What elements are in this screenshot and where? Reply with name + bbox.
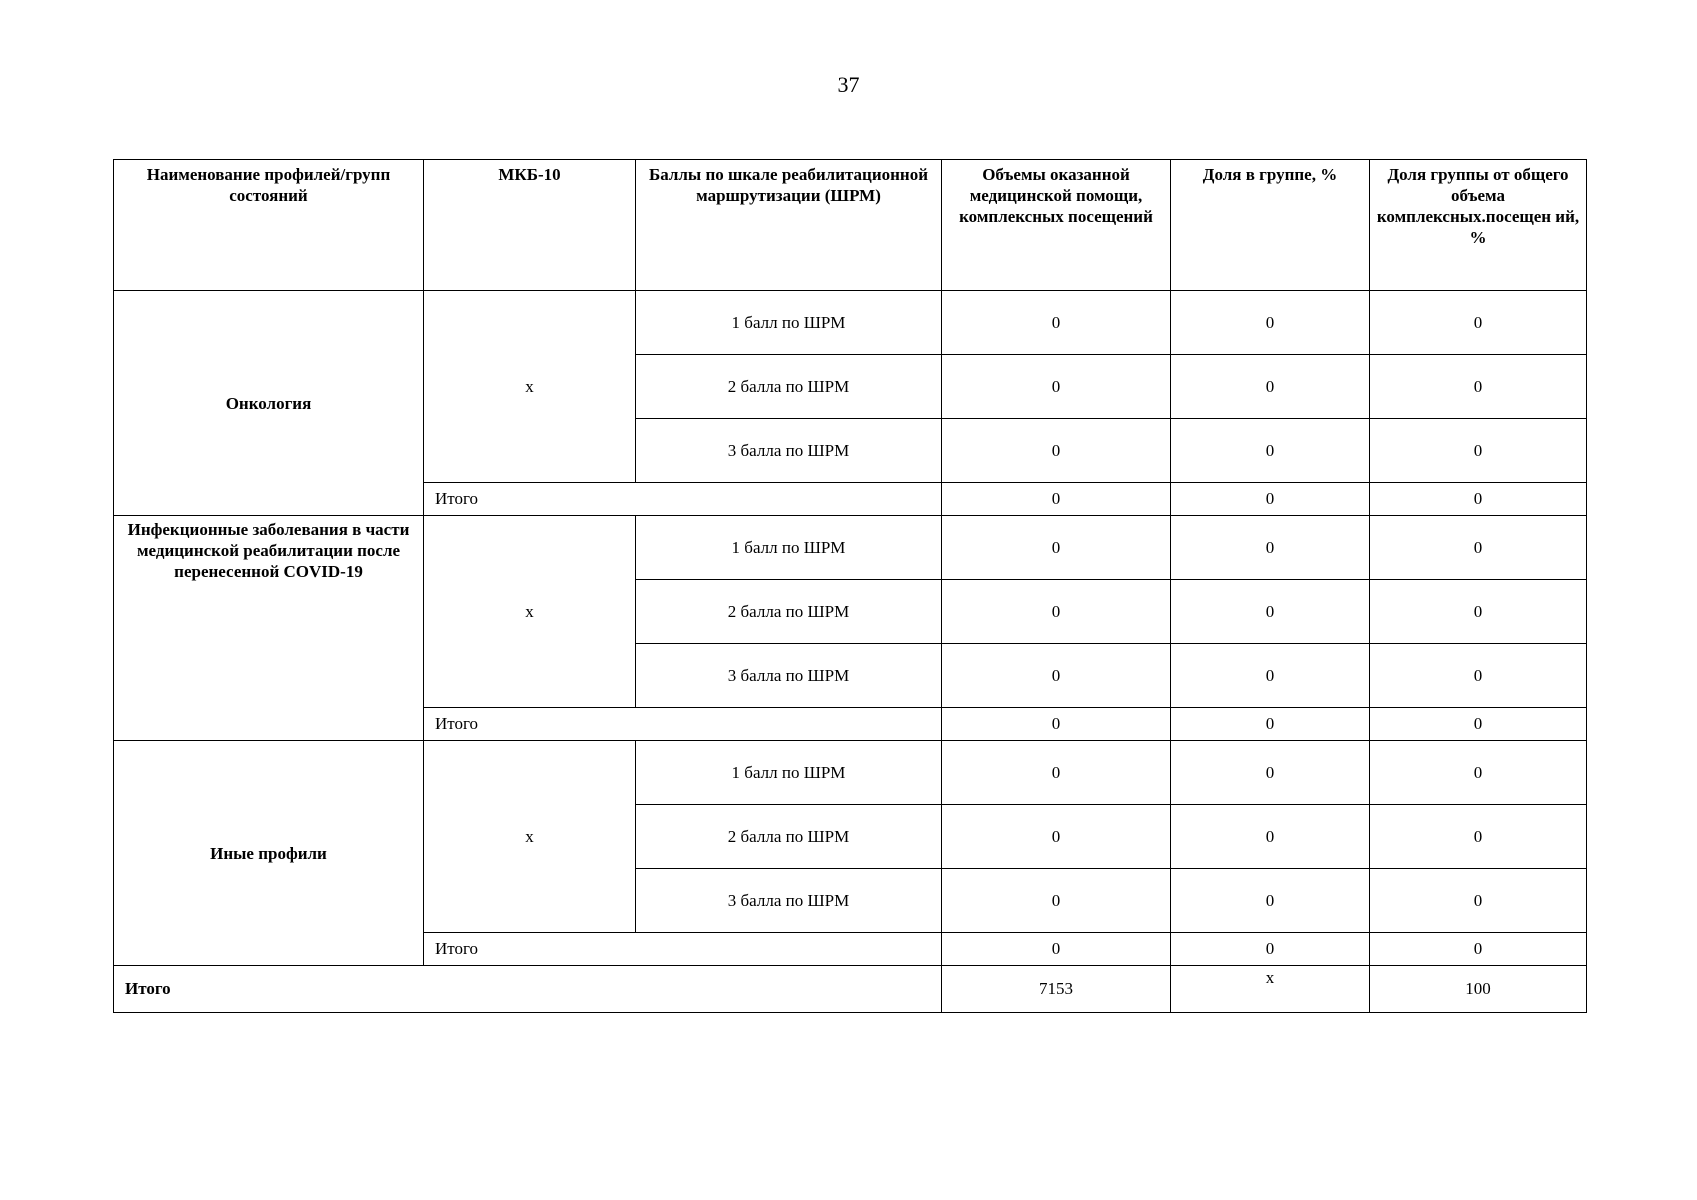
subtotal-label: Итого xyxy=(424,933,942,966)
group-share-cell: 0 xyxy=(1370,805,1587,869)
column-header-mkb: МКБ-10 xyxy=(424,160,636,291)
grand-total-volume: 7153 xyxy=(942,966,1171,1013)
score-cell: 3 балла по ШРМ xyxy=(636,419,942,483)
table-row xyxy=(114,516,1587,580)
volume-cell: 0 xyxy=(942,291,1171,355)
score-cell: 2 балла по ШРМ xyxy=(636,805,942,869)
column-header-score: Баллы по шкале реабилитационной маршрутизации (ШРМ) xyxy=(636,160,942,291)
score-cell: 3 балла по ШРМ xyxy=(636,869,942,933)
group-share-cell: 0 xyxy=(1370,355,1587,419)
group-share-cell: 0 xyxy=(1370,933,1587,966)
volume-cell: 0 xyxy=(942,708,1171,741)
mkb-cell: x xyxy=(424,291,636,483)
share-cell: 0 xyxy=(1171,580,1370,644)
volume-cell: 0 xyxy=(942,933,1171,966)
column-header-volume: Объемы оказанной медицинской помощи, комплексных посещений xyxy=(942,160,1171,291)
table-row xyxy=(114,291,1587,355)
group-share-cell: 0 xyxy=(1370,741,1587,805)
score-cell: 1 балл по ШРМ xyxy=(636,516,942,580)
grand-total-row xyxy=(114,966,1587,1013)
group-share-cell: 0 xyxy=(1370,869,1587,933)
share-cell: 0 xyxy=(1171,708,1370,741)
group-share-cell: 0 xyxy=(1370,419,1587,483)
group-share-cell: 0 xyxy=(1370,516,1587,580)
profile-name-cell: Инфекционные заболевания в части медицинской реабилитации после перенесенной COVID-19 xyxy=(114,516,424,741)
grand-total-group-share: 100 xyxy=(1370,966,1587,1013)
share-cell: 0 xyxy=(1171,516,1370,580)
grand-total-share: x xyxy=(1171,966,1370,1013)
profile-name-cell: Иные профили xyxy=(114,741,424,966)
score-cell: 1 балл по ШРМ xyxy=(636,291,942,355)
volume-cell: 0 xyxy=(942,580,1171,644)
grand-total-label: Итого xyxy=(114,966,942,1013)
share-cell: 0 xyxy=(1171,355,1370,419)
group-share-cell: 0 xyxy=(1370,580,1587,644)
rehabilitation-volumes-table xyxy=(113,159,1587,1013)
share-cell: 0 xyxy=(1171,644,1370,708)
group-share-cell: 0 xyxy=(1370,708,1587,741)
share-cell: 0 xyxy=(1171,419,1370,483)
mkb-cell: x xyxy=(424,516,636,708)
subtotal-label: Итого xyxy=(424,708,942,741)
subtotal-label: Итого xyxy=(424,483,942,516)
share-cell: 0 xyxy=(1171,869,1370,933)
mkb-cell: x xyxy=(424,741,636,933)
group-share-cell: 0 xyxy=(1370,291,1587,355)
group-share-cell: 0 xyxy=(1370,644,1587,708)
share-cell: 0 xyxy=(1171,805,1370,869)
volume-cell: 0 xyxy=(942,355,1171,419)
volume-cell: 0 xyxy=(942,483,1171,516)
volume-cell: 0 xyxy=(942,516,1171,580)
page-number: 37 xyxy=(837,72,860,97)
share-cell: 0 xyxy=(1171,483,1370,516)
volume-cell: 0 xyxy=(942,741,1171,805)
column-header-share: Доля в группе, % xyxy=(1171,160,1370,291)
score-cell: 2 балла по ШРМ xyxy=(636,580,942,644)
share-cell: 0 xyxy=(1171,933,1370,966)
column-header-group-share: Доля группы от общего объема комплексных.посещен ий, % xyxy=(1370,160,1587,291)
share-cell: 0 xyxy=(1171,741,1370,805)
volume-cell: 0 xyxy=(942,419,1171,483)
score-cell: 1 балл по ШРМ xyxy=(636,741,942,805)
column-header-profile: Наименование профилей/групп состояний xyxy=(114,160,424,291)
table-header-row xyxy=(114,160,1587,291)
volume-cell: 0 xyxy=(942,869,1171,933)
score-cell: 3 балла по ШРМ xyxy=(636,644,942,708)
volume-cell: 0 xyxy=(942,805,1171,869)
volume-cell: 0 xyxy=(942,644,1171,708)
share-cell: 0 xyxy=(1171,291,1370,355)
profile-name-cell: Онкология xyxy=(114,291,424,516)
group-share-cell: 0 xyxy=(1370,483,1587,516)
table-row xyxy=(114,741,1587,805)
score-cell: 2 балла по ШРМ xyxy=(636,355,942,419)
